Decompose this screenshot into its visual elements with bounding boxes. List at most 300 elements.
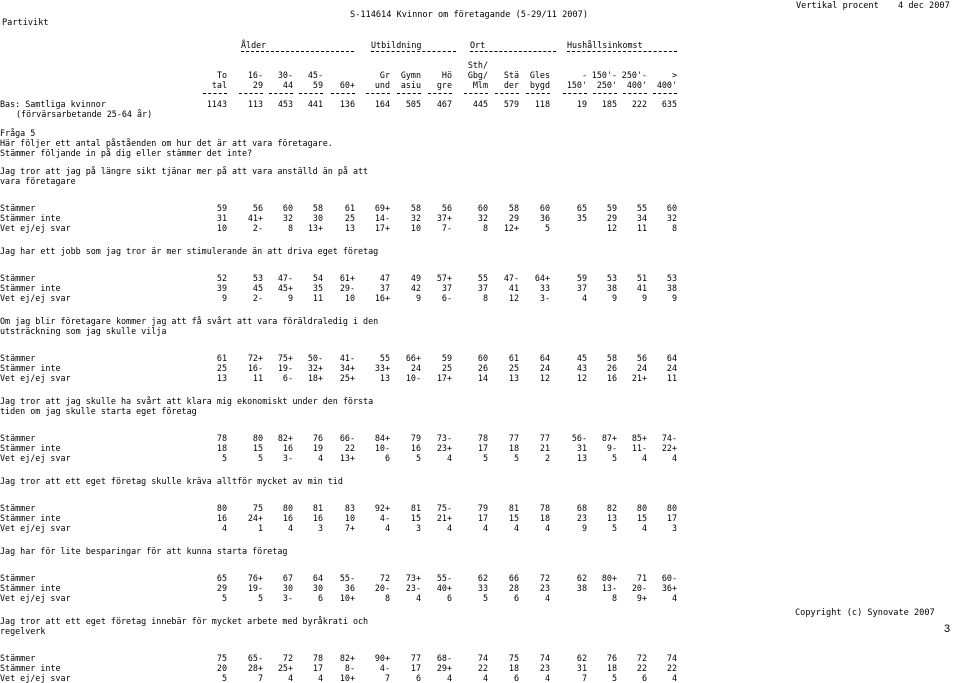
table-cell: 80+	[601, 573, 617, 583]
table-cell: 10	[344, 513, 355, 523]
table-cell: 55	[379, 353, 390, 363]
statement-text: Jag tror att jag på längre sikt tjänar mer på att vara anställd än på att	[0, 166, 369, 176]
table-cell: 61	[508, 353, 519, 363]
base-value: 118	[534, 99, 550, 109]
table-cell: 4	[671, 673, 677, 683]
table-cell: 25	[441, 363, 452, 373]
table-cell: 76+	[247, 573, 263, 583]
table-cell: 22	[636, 663, 647, 673]
table-cell: 74	[539, 653, 550, 663]
table-cell: 13	[508, 373, 519, 383]
table-cell: 9	[221, 293, 227, 303]
table-cell: 17	[312, 663, 323, 673]
table-cell: 9-	[606, 443, 617, 453]
table-cell: 16	[282, 513, 293, 523]
table-cell: 45+	[277, 283, 293, 293]
row-label: Stämmer	[0, 653, 36, 663]
table-cell: 61	[216, 353, 227, 363]
table-cell: 4	[415, 593, 421, 603]
table-cell: 29	[508, 213, 519, 223]
table-cell: 12	[576, 373, 587, 383]
table-cell: 58	[508, 203, 519, 213]
table-cell: 19	[312, 443, 323, 453]
table-cell: 28+	[247, 663, 263, 673]
table-cell: 3	[415, 523, 421, 533]
table-cell: 30	[312, 583, 323, 593]
col-label-top: 16-	[247, 70, 263, 80]
table-cell: 22+	[661, 443, 677, 453]
table-cell: 8	[482, 223, 488, 233]
row-label: Stämmer	[0, 353, 36, 363]
table-cell: 5	[611, 523, 617, 533]
table-cell: 78	[216, 433, 227, 443]
page-number: 3	[944, 623, 951, 635]
table-cell: 33	[539, 283, 550, 293]
row-label: Vet ej/ej svar	[0, 223, 71, 233]
table-cell: 74-	[661, 433, 677, 443]
table-cell: 13+	[307, 223, 323, 233]
table-cell: 4	[221, 523, 227, 533]
statement-text: Jag tror att ett eget företag innebär för mycket arbete med byråkrati och	[0, 616, 369, 626]
table-cell: 29+	[436, 663, 452, 673]
table-cell: 13-	[601, 583, 617, 593]
table-cell: 69+	[374, 203, 390, 213]
table-cell: 60	[282, 203, 293, 213]
col-label-top: To	[216, 70, 227, 80]
table-cell: 79	[410, 433, 421, 443]
table-cell: 53	[252, 273, 263, 283]
col-label-bottom: und	[374, 80, 390, 90]
base-value: 505	[405, 99, 421, 109]
row-label: Stämmer inte	[0, 513, 61, 523]
table-cell: 64	[539, 353, 550, 363]
table-cell: 87+	[601, 433, 617, 443]
table-cell: 13	[379, 373, 390, 383]
table-cell: 57+	[436, 273, 452, 283]
table-cell: 25	[216, 363, 227, 373]
table-cell: 78	[312, 653, 323, 663]
col-label-top: 30-	[277, 70, 293, 80]
table-cell: 53	[606, 273, 617, 283]
table-cell: 17	[477, 513, 488, 523]
table-cell: 5	[221, 453, 227, 463]
row-label: Stämmer inte	[0, 213, 61, 223]
table-cell: 8-	[344, 663, 355, 673]
col-label-bottom: tal	[211, 80, 227, 90]
table-cell: 25	[344, 213, 355, 223]
table-cell: 10	[410, 223, 421, 233]
col-label-bottom: gre	[436, 80, 452, 90]
col-rule	[239, 93, 263, 94]
col-label-bottom: bygd	[529, 80, 550, 90]
table-cell: 6	[641, 673, 647, 683]
table-cell: 8	[384, 593, 390, 603]
statement-text: tiden om jag skulle starta eget företag	[0, 406, 197, 416]
table-cell: 4	[287, 673, 293, 683]
base-value: 445	[472, 99, 488, 109]
table-cell: 30	[312, 213, 323, 223]
table-cell: 52	[216, 273, 227, 283]
table-cell: 61+	[339, 273, 355, 283]
report-date: 4 dec 2007	[898, 1, 950, 11]
table-cell: 23	[576, 513, 587, 523]
table-cell: 82	[606, 503, 617, 513]
statement-text: Jag tror att jag skulle ha svårt att klara mig ekonomiskt under den första	[0, 396, 374, 406]
table-cell: 18	[539, 513, 550, 523]
table-cell: 55	[477, 273, 488, 283]
table-cell: 56	[441, 203, 452, 213]
table-cell: 65	[576, 203, 587, 213]
table-cell: 77	[410, 653, 421, 663]
table-cell: 18	[216, 443, 227, 453]
table-cell: 4	[641, 453, 647, 463]
table-cell: 21+	[631, 373, 647, 383]
table-cell: 78	[539, 503, 550, 513]
statement-text: Om jag blir företagare kommer jag att få svårt att vara föräldraledig i den	[0, 316, 379, 326]
table-cell: 6	[446, 593, 452, 603]
table-cell: 37	[379, 283, 390, 293]
table-cell: 8	[671, 223, 677, 233]
col-label-top: Hö	[441, 70, 452, 80]
col-label-top: Gles	[529, 70, 550, 80]
table-cell: 25+	[339, 373, 355, 383]
table-cell: 41	[636, 283, 647, 293]
table-cell: 80	[666, 503, 677, 513]
table-cell: 16	[410, 443, 421, 453]
table-cell: 16	[312, 513, 323, 523]
table-cell: 80	[252, 433, 263, 443]
col-label-top: 45-	[307, 70, 323, 80]
group-age-rule	[241, 51, 354, 52]
row-label: Stämmer	[0, 433, 36, 443]
row-label: Stämmer inte	[0, 363, 61, 373]
table-cell: 30	[282, 583, 293, 593]
table-cell: 73+	[405, 573, 421, 583]
table-cell: 72	[379, 573, 390, 583]
row-label: Stämmer inte	[0, 283, 61, 293]
table-cell: 19-	[277, 363, 293, 373]
table-cell: 34+	[339, 363, 355, 373]
col-label-bottom: 29	[252, 80, 263, 90]
table-cell: 7	[384, 673, 390, 683]
table-cell: 36	[344, 583, 355, 593]
table-cell: 12	[539, 373, 550, 383]
table-cell: 31	[576, 663, 587, 673]
table-cell: 64	[312, 573, 323, 583]
table-cell: 36	[539, 213, 550, 223]
table-cell: 14-	[374, 213, 390, 223]
table-cell: 38	[576, 583, 587, 593]
table-cell: 60	[477, 203, 488, 213]
question-text: Stämmer följande in på dig eller stämmer det inte?	[0, 148, 253, 158]
col-rule	[593, 93, 617, 94]
table-cell: 13	[576, 453, 587, 463]
table-cell: 75	[508, 653, 519, 663]
col-rule	[331, 93, 355, 94]
table-cell: 32	[410, 213, 421, 223]
table-cell: 20-	[374, 583, 390, 593]
table-cell: 10	[216, 223, 227, 233]
table-cell: 62	[576, 573, 587, 583]
base-value: 1143	[206, 99, 227, 109]
base-value: 467	[436, 99, 452, 109]
table-cell: 16+	[374, 293, 390, 303]
table-cell: 49	[410, 273, 421, 283]
table-cell: 38	[666, 283, 677, 293]
table-cell: 60	[539, 203, 550, 213]
table-cell: 24	[410, 363, 421, 373]
col-rule	[299, 93, 323, 94]
table-cell: 12	[508, 293, 519, 303]
row-label: Vet ej/ej svar	[0, 593, 71, 603]
table-cell: 35	[576, 213, 587, 223]
table-cell: 20-	[631, 583, 647, 593]
table-cell: 59	[576, 273, 587, 283]
table-cell: 25+	[277, 663, 293, 673]
table-cell: 75	[252, 503, 263, 513]
table-cell: 11	[252, 373, 263, 383]
table-cell: 1	[257, 523, 263, 533]
table-cell: 82+	[339, 653, 355, 663]
table-cell: 41+	[247, 213, 263, 223]
table-cell: 24	[666, 363, 677, 373]
table-cell: 64	[666, 353, 677, 363]
table-cell: 4-	[379, 663, 390, 673]
base-value: 453	[277, 99, 293, 109]
group-income: Hushållsinkomst	[567, 40, 643, 50]
table-cell: 6	[415, 673, 421, 683]
col-label-bottom: 400'	[656, 80, 677, 90]
table-cell: 18+	[307, 373, 323, 383]
percent-type: Vertikal procent	[796, 1, 879, 11]
table-cell: 12	[606, 223, 617, 233]
table-cell: 5	[415, 453, 421, 463]
table-cell: 56	[252, 203, 263, 213]
table-cell: 58	[410, 203, 421, 213]
col-label-bottom: 59	[312, 80, 323, 90]
table-cell: 62	[576, 653, 587, 663]
table-cell: 37+	[436, 213, 452, 223]
group-location: Ort	[470, 40, 486, 50]
table-cell: 5	[611, 453, 617, 463]
table-cell: 11	[636, 223, 647, 233]
row-label: Stämmer	[0, 503, 36, 513]
table-cell: 9	[581, 523, 587, 533]
table-cell: 15	[636, 513, 647, 523]
group-age: Ålder	[241, 40, 267, 50]
table-cell: 9	[671, 293, 677, 303]
table-cell: 24	[636, 363, 647, 373]
table-cell: 82+	[277, 433, 293, 443]
table-cell: 47	[379, 273, 390, 283]
table-cell: 4	[544, 523, 550, 533]
table-cell: 5	[482, 453, 488, 463]
table-cell: 4	[482, 523, 488, 533]
base-sublabel: (förvärsarbetande 25-64 år)	[16, 109, 153, 119]
table-cell: 33	[477, 583, 488, 593]
table-cell: 80	[282, 503, 293, 513]
table-cell: 10	[344, 293, 355, 303]
table-cell: 29	[606, 213, 617, 223]
table-cell: 16	[282, 443, 293, 453]
table-cell: 35	[312, 283, 323, 293]
table-cell: 5	[544, 223, 550, 233]
table-cell: 13	[344, 223, 355, 233]
table-cell: 4	[287, 523, 293, 533]
table-cell: 3	[671, 523, 677, 533]
table-cell: 9	[611, 293, 617, 303]
col-rule	[366, 93, 390, 94]
row-label: Stämmer inte	[0, 583, 61, 593]
table-cell: 55-	[436, 573, 452, 583]
table-cell: 53	[666, 273, 677, 283]
table-cell: 2-	[252, 223, 263, 233]
table-cell: 60	[666, 203, 677, 213]
table-cell: 85+	[631, 433, 647, 443]
base-value: 113	[247, 99, 263, 109]
table-cell: 18	[508, 663, 519, 673]
statement-text: Jag har ett jobb som jag tror är mer stimulerande än att driva eget företag	[0, 246, 379, 256]
table-cell: 21+	[436, 513, 452, 523]
table-cell: 5	[611, 673, 617, 683]
table-cell: 5	[482, 593, 488, 603]
table-cell: 55-	[339, 573, 355, 583]
table-cell: 80	[636, 503, 647, 513]
col-rule	[428, 93, 452, 94]
base-value: 164	[374, 99, 390, 109]
table-cell: 3-	[282, 593, 293, 603]
report-title: Partivikt	[2, 18, 49, 28]
table-cell: 4	[384, 523, 390, 533]
table-cell: 73-	[436, 433, 452, 443]
table-cell: 4	[482, 673, 488, 683]
table-cell: 26	[606, 363, 617, 373]
copyright: Copyright (c) Synovate 2007	[795, 608, 935, 618]
table-cell: 62	[477, 573, 488, 583]
table-cell: 4	[317, 673, 323, 683]
col-rule	[623, 93, 647, 94]
table-cell: 32+	[307, 363, 323, 373]
table-cell: 4	[544, 673, 550, 683]
col-label-bottom: 250'	[596, 80, 617, 90]
table-cell: 76	[606, 653, 617, 663]
base-value: 222	[631, 99, 647, 109]
table-cell: 47-	[277, 273, 293, 283]
table-cell: 10+	[339, 593, 355, 603]
base-value: 136	[339, 99, 355, 109]
table-cell: 28	[508, 583, 519, 593]
table-cell: 10+	[339, 673, 355, 683]
table-cell: 4	[513, 523, 519, 533]
table-cell: 56-	[571, 433, 587, 443]
table-cell: 15	[252, 443, 263, 453]
col-label-top: Stä	[503, 70, 519, 80]
base-value: 441	[307, 99, 323, 109]
table-cell: 59	[216, 203, 227, 213]
table-cell: 32	[666, 213, 677, 223]
table-cell: 6	[384, 453, 390, 463]
row-label: Vet ej/ej svar	[0, 523, 71, 533]
table-cell: 11	[666, 373, 677, 383]
row-label: Vet ej/ej svar	[0, 293, 71, 303]
col-rule	[203, 93, 227, 94]
table-cell: 18	[508, 443, 519, 453]
base-value: 19	[576, 99, 587, 109]
table-cell: 17+	[374, 223, 390, 233]
table-cell: 26	[477, 363, 488, 373]
table-cell: 15	[410, 513, 421, 523]
col-rule	[495, 93, 519, 94]
table-cell: 84+	[374, 433, 390, 443]
table-cell: 8	[287, 223, 293, 233]
table-cell: 7+	[344, 523, 355, 533]
table-cell: 77	[539, 433, 550, 443]
table-cell: 34	[636, 213, 647, 223]
col-label-top: 250'-	[621, 70, 647, 80]
table-cell: 41	[508, 283, 519, 293]
table-cell: 6	[513, 673, 519, 683]
table-cell: 7-	[441, 223, 452, 233]
table-cell: 39	[216, 283, 227, 293]
table-cell: 47-	[503, 273, 519, 283]
table-cell: 81	[508, 503, 519, 513]
table-cell: 90+	[374, 653, 390, 663]
table-cell: 72+	[247, 353, 263, 363]
row-label: Stämmer inte	[0, 663, 61, 673]
table-cell: 4	[446, 453, 452, 463]
table-cell: 4	[671, 453, 677, 463]
group-education-rule	[371, 51, 456, 52]
table-cell: 51	[636, 273, 647, 283]
statement-text: Jag tror att ett eget företag skulle kräva alltför mycket av min tid	[0, 476, 343, 486]
table-cell: 5	[221, 593, 227, 603]
table-cell: 5	[257, 453, 263, 463]
table-cell: 6	[513, 593, 519, 603]
table-cell: 6	[317, 593, 323, 603]
table-cell: 37	[477, 283, 488, 293]
table-cell: 58	[312, 203, 323, 213]
table-cell: 29-	[339, 283, 355, 293]
table-cell: 6-	[441, 293, 452, 303]
table-cell: 31	[216, 213, 227, 223]
group-income-rule	[567, 51, 677, 52]
table-cell: 81	[410, 503, 421, 513]
table-cell: 16	[216, 513, 227, 523]
table-cell: 55	[636, 203, 647, 213]
table-cell: 66-	[339, 433, 355, 443]
col-sth-top: Sth/	[467, 60, 488, 70]
col-rule	[563, 93, 587, 94]
col-label-bottom: Mlm	[472, 80, 488, 90]
table-cell: 24+	[247, 513, 263, 523]
survey-title: S-114614 Kvinnor om företagande (5-29/11 2007)	[350, 10, 588, 20]
table-cell: 54	[312, 273, 323, 283]
table-cell: 81	[312, 503, 323, 513]
table-cell: 9	[641, 293, 647, 303]
table-cell: 75-	[436, 503, 452, 513]
row-label: Stämmer	[0, 273, 36, 283]
table-cell: 3	[317, 523, 323, 533]
table-cell: 9	[287, 293, 293, 303]
table-cell: 60	[477, 353, 488, 363]
table-cell: 14	[477, 373, 488, 383]
row-label: Vet ej/ej svar	[0, 673, 71, 683]
table-cell: 36+	[661, 583, 677, 593]
col-label-top: >	[671, 70, 677, 80]
table-cell: 19-	[247, 583, 263, 593]
table-cell: 72	[636, 653, 647, 663]
table-cell: 25	[508, 363, 519, 373]
